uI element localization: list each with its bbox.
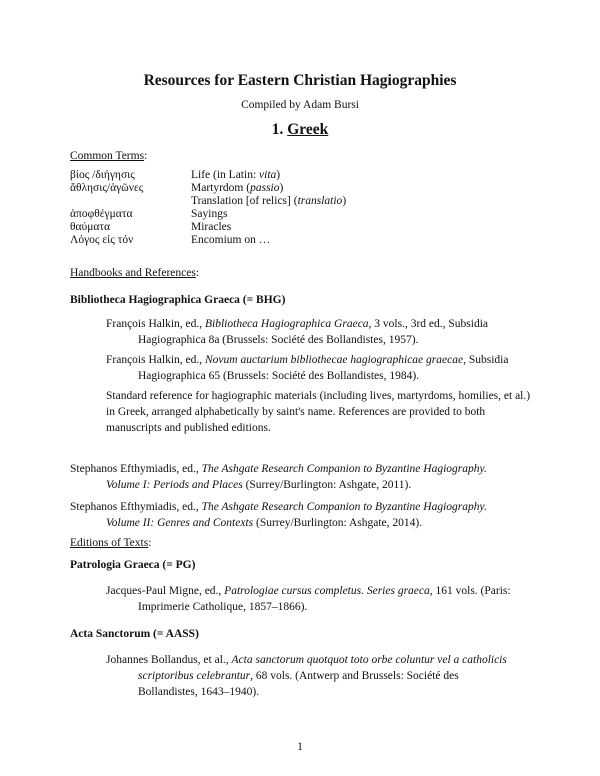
page-number: 1 — [297, 741, 303, 753]
compiler-line: Compiled by Adam Bursi — [241, 99, 359, 111]
section-name: Greek — [287, 121, 329, 138]
common-terms-heading: Common Terms: — [70, 150, 148, 162]
section-number: 1. — [271, 121, 284, 138]
section-heading — [0, 121, 600, 139]
term-meaning: Life (in Latin: vita) — [191, 169, 281, 181]
bhg-heading: Bibliotheca Hagiographica Graeca (= BHG) — [70, 294, 286, 306]
term-meaning: Translation [of relics] (translatio) — [191, 195, 347, 207]
companion-entry-2: Stephanos Efthymiadis, ed., The Ashgate Research Companion to Byzantine Hagiography. Volume II: Genres and Contexts (Surrey/Burlington: Ashgate, 2014). — [70, 501, 487, 529]
pg-entry: Jacques-Paul Migne, ed., Patrologiae cursus completus. Series graeca, 161 vols. (Paris: Imprimerie Catholique, 1857–1866). — [106, 585, 511, 613]
term-greek: ἄθλησις/ἀγῶνες — [70, 182, 144, 194]
companion-entry-1: Stephanos Efthymiadis, ed., The Ashgate Research Companion to Byzantine Hagiography. Volume I: Periods and Places (Surrey/Burlington: Ashgate, 2011). — [70, 463, 487, 491]
handbooks-heading: Handbooks and References: — [70, 267, 200, 279]
term-greek: θαύματα — [70, 221, 111, 233]
term-meaning: Miracles — [191, 221, 232, 233]
term-meaning: Martyrdom (passio) — [191, 182, 284, 194]
document-title: Resources for Eastern Christian Hagiographies — [143, 72, 457, 89]
aass-entry: Johannes Bollandus, et al., Acta sanctorum quotquot toto orbe coluntur vel a catholicis scriptoribus celebrantur, 68 vols. (Antwerp and Brussels: Société des Bollandistes, 1643–1940). — [106, 654, 507, 698]
term-meaning: Sayings — [191, 208, 228, 220]
term-greek: Λόγος εἰς τόν — [70, 234, 134, 246]
aass-heading: Acta Sanctorum (= AASS) — [70, 628, 199, 640]
pg-heading: Patrologia Graeca (= PG) — [70, 559, 196, 571]
term-meaning: Encomium on … — [191, 234, 271, 246]
bhg-entry-1: François Halkin, ed., Bibliotheca Hagiographica Graeca, 3 vols., 3rd ed., Subsidia Hagiographica 8a (Brussels: Société des Bollandistes, 1957). — [106, 318, 489, 346]
term-greek: βίος /διήγησις — [70, 169, 135, 181]
term-greek: ἀποφθέγματα — [70, 208, 133, 220]
bhg-entry-2: François Halkin, ed., Novum auctarium bibliothecae hagiographicae graecae, Subsidia Hagiographica 65 (Brussels: Société des Bollandistes, 1984). — [106, 354, 509, 382]
editions-heading: Editions of Texts: — [70, 537, 152, 549]
bhg-description: Standard reference for hagiographic materials (including lives, martyrdoms, homilies, et al.) in Greek, arranged alphabetically by saint's name. References are provided to both manuscripts and published editions. — [106, 390, 531, 434]
